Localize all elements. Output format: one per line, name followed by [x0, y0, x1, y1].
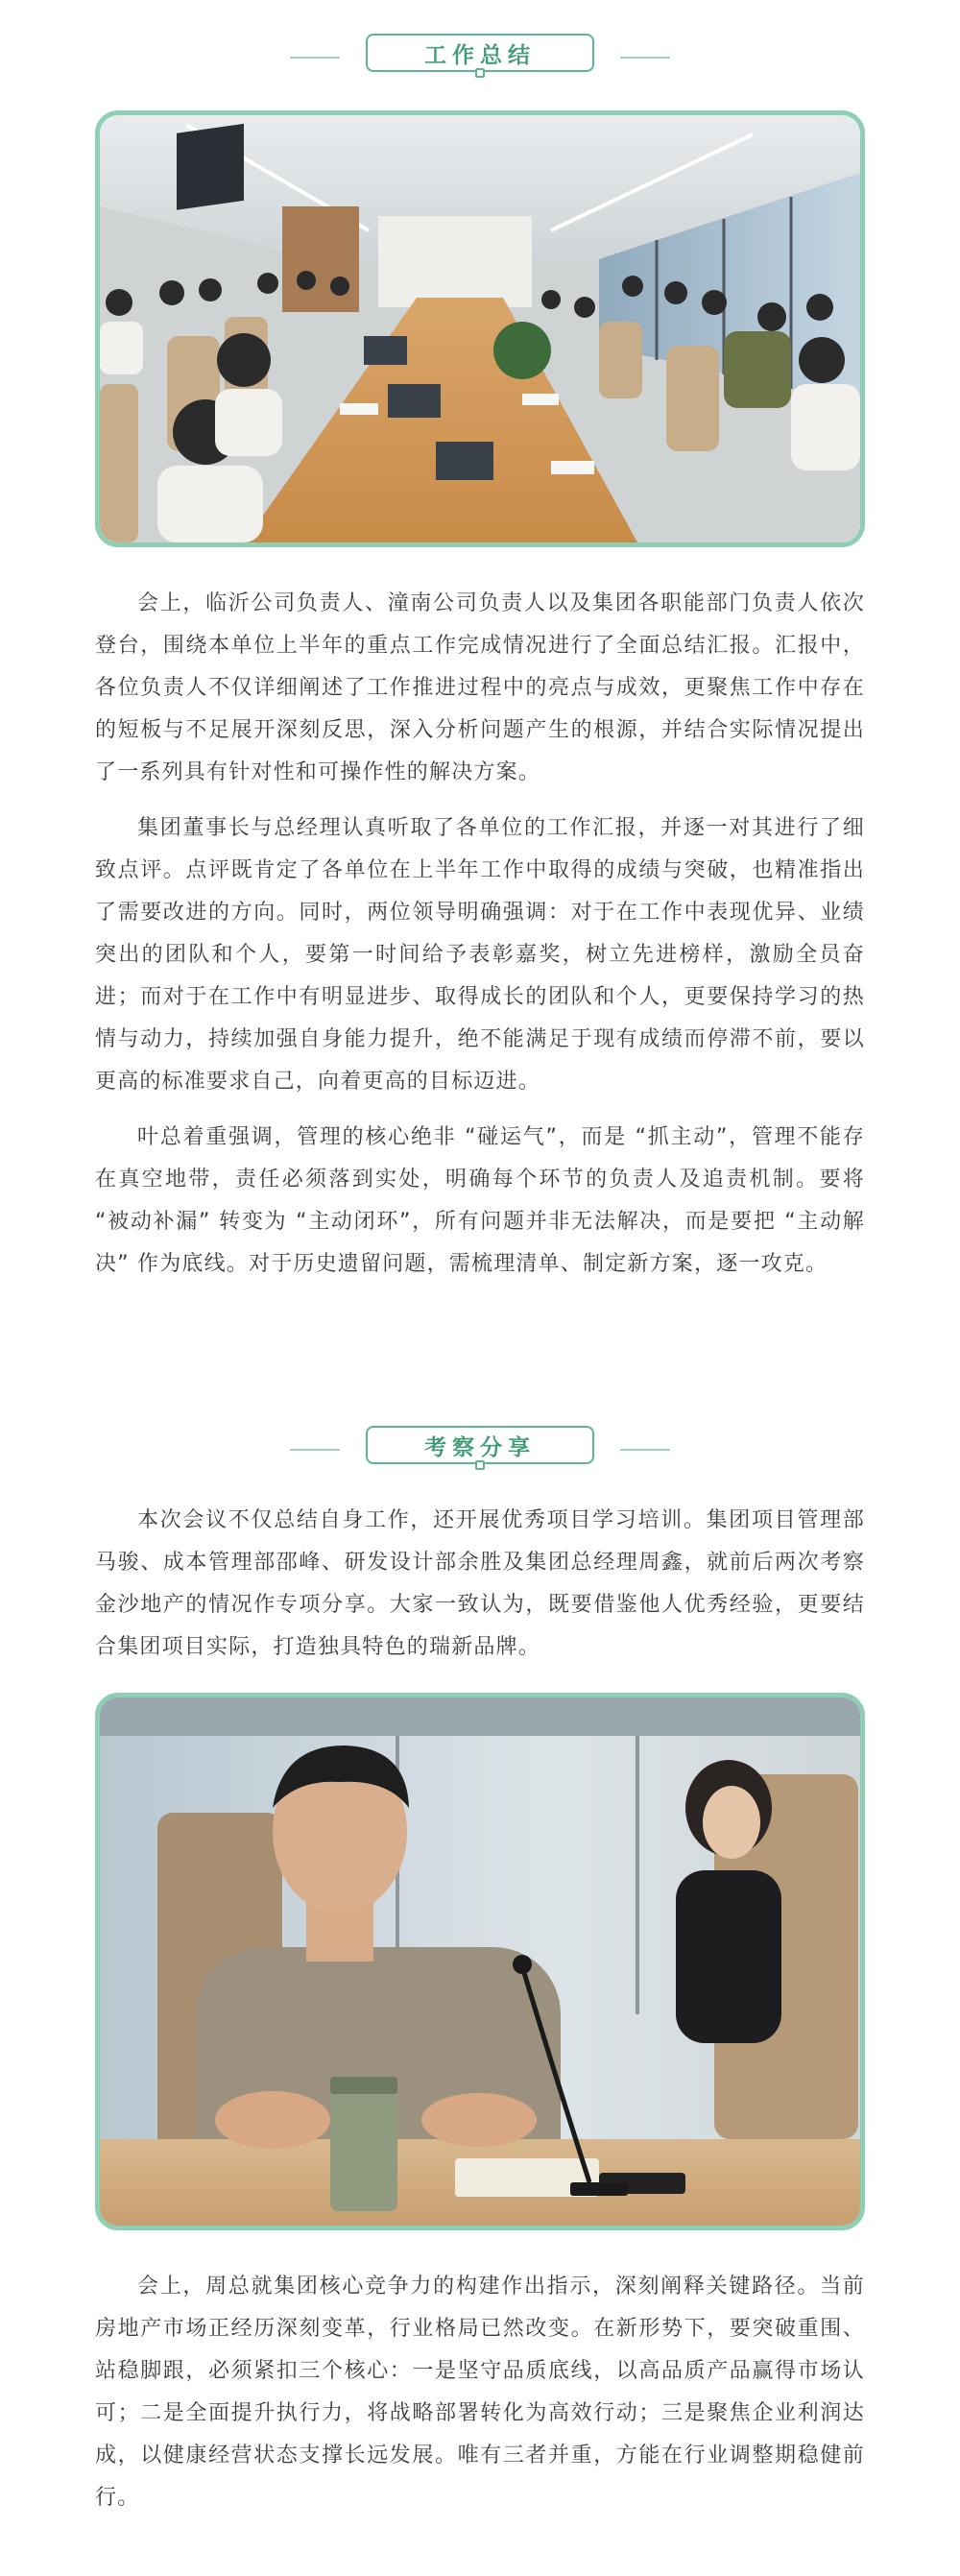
paragraph-summary-reports: 会上，临沂公司负责人、潼南公司负责人以及集团各职能部门负责人依次登台，围绕本单位上半年的重点工作完成情况进行了全面总结汇报。汇报中，各位负责人不仅详细阐述了工作推进过程中的亮点与成效，更聚焦工作中存在的短板与不足展开深刻反思，深入分析问题产生的根源，并结合实际情况提出了一系列具有针对性和可操作性的解决方案。 [95, 591, 865, 784]
speaker-photo [95, 1693, 865, 2230]
section-header-work-summary [0, 34, 960, 82]
header-divider-right [620, 1449, 670, 1451]
meeting-room-photo [95, 110, 865, 547]
section-title-box [366, 34, 594, 72]
header-dot-ornament [475, 68, 485, 78]
header-dot-ornament [475, 1460, 485, 1470]
paragraph-zhou-instructions: 会上，周总就集团核心竞争力的构建作出指示，深刻阐释关键路径。当前房地产市场正经历深刻变革，行业格局已然改变。在新形势下，要突破重围、站稳脚跟，必须紧扣三个核心：一是坚守品质底线，以高品质产品赢得市场认可；二是全面提升执行力，将战略部署转化为高效行动；三是聚焦企业利润达成，以健康经营状态支撑长远发展。唯有三者并重，方能在行业调整期稳健前行。 [95, 2275, 865, 2510]
paragraph-inspection-sharing: 本次会议不仅总结自身工作，还开展优秀项目学习培训。集团项目管理部马骏、成本管理部邵峰、研发设计部余胜及集团总经理周鑫，就前后两次考察金沙地产的情况作专项分享。大家一致认为，既要借鉴他人优秀经验，更要结合集团项目实际，打造独具特色的瑞新品牌。 [95, 1508, 865, 1659]
header-divider-left [290, 57, 340, 59]
header-divider-left [290, 1449, 340, 1451]
paragraph-leadership-review: 集团董事长与总经理认真听取了各单位的工作汇报，并逐一对其进行了细致点评。点评既肯定了各单位在上半年工作中取得的成绩与突破，也精准指出了需要改进的方向。同时，两位领导明确强调：对于在工作中表现优异、业绩突出的团队和个人，要第一时间给予表彰嘉奖，树立先进榜样，激励全员奋进；而对于在工作中有明显进步、取得成长的团队和个人，更要保持学习的热情与动力，持续加强自身能力提升，绝不能满足于现有成绩而停滞不前，要以更高的标准要求自己，向着更高的目标迈进。 [95, 816, 865, 1094]
section-header-inspection-sharing [0, 1426, 960, 1474]
section-title: 考察分享 [424, 1434, 536, 1460]
paragraph-ye-emphasis: 叶总着重强调，管理的核心绝非 “碰运气”，而是 “抓主动”，管理不能存在真空地带，责任必须落到实处，明确每个环节的负责人及追责机制。要将 “被动补漏” 转变为 “主动闭环”，所有问题并非无法解决，而是要把 “主动解决” 作为底线。对于历史遗留问题，需梳理清单、制定新方案，逐一攻克。 [95, 1125, 865, 1276]
section-title: 工作总结 [424, 42, 536, 68]
section-title-box [366, 1426, 594, 1464]
header-divider-right [620, 57, 670, 59]
